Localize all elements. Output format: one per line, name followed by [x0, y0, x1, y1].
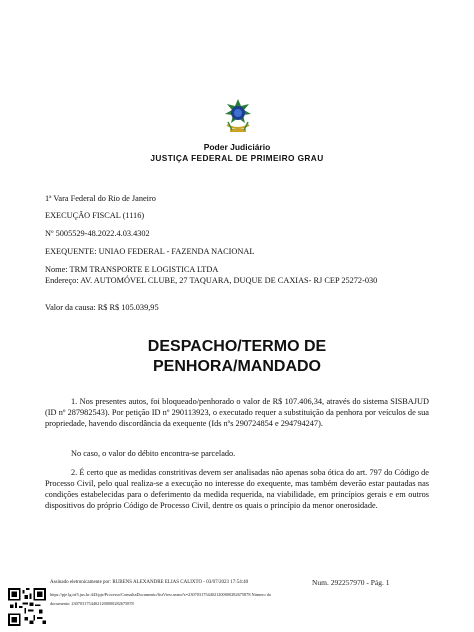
paragraph-2: No caso, o valor do débito encontra-se parcelado.	[71, 449, 236, 458]
court-name: JUSTIÇA FEDERAL DE PRIMEIRO GRAU	[150, 153, 324, 163]
document-id-line: documento: 23070317544021200000282675878	[50, 601, 134, 606]
org-name: Poder Judiciário	[203, 142, 271, 152]
class-line: EXECUÇÃO FISCAL (1116)	[45, 211, 145, 220]
qr-code	[8, 588, 46, 626]
document-url[interactable]: https://pje1g.trf5.jus.br:443/pje/Processo/ConsultaDocumento/listView.seam?x=23070317544021200000282675878 Número do	[50, 592, 272, 597]
document-title-line2: PENHORA/MANDADO	[153, 358, 321, 375]
brazil-coat-of-arms-icon	[222, 98, 254, 136]
defendant-name-line: Nome: TRM TRANSPORTE E LOGISTICA LTDA	[45, 265, 219, 274]
vara-line: 1ª Vara Federal do Rio de Janeiro	[45, 194, 156, 203]
signature-line: Assinado eletronicamente por: RUBENS ALEXANDRE ELIAS CALIXTO - 03/07/2023 17:54:40	[50, 580, 249, 585]
process-number: Nº 5005529-48.2022.4.03.4302	[45, 229, 150, 238]
document-title-line1: DESPACHO/TERMO DE	[147, 338, 327, 355]
paragraph-3: 2. É certo que as medidas constritivas devem ser analisadas não apenas soba ótica do art. 797 do Código de Processo Civil, pelo qual realiza-se a execução no interesse do exequente, mas também deverão estar pautadas nas condições estabelecidas para o deferimento da medida requerida, na viabilidade, em princípios gerais e em outros dispositivos do próprio Código de Processo Civil, dentre os quais o princípio da menor onerosidade.	[45, 468, 429, 510]
page-info: Num. 292257970 - Pág. 1	[312, 578, 390, 587]
paragraph-1: 1. Nos presentes autos, foi bloqueado/penhorado o valor de R$ 107.406,34, através do sistema SISBAJUD (ID nº 287982543). Por petição ID nº 290113923, o executado requer a substituição da penhora por veículos de sua propriedade, havendo discordância da exequente (Ids nºs 290724854 e 294794247).	[45, 397, 429, 428]
case-value-line: Valor da causa: R$ R$ 105.039,95	[45, 303, 159, 312]
defendant-address-line: Endereço: AV. AUTOMÓVEL CLUBE, 27 TAQUARA, DUQUE DE CAXIAS- RJ CEP 25272-030	[45, 276, 378, 285]
plaintiff-line: EXEQUENTE: UNIAO FEDERAL - FAZENDA NACIONAL	[45, 247, 255, 256]
